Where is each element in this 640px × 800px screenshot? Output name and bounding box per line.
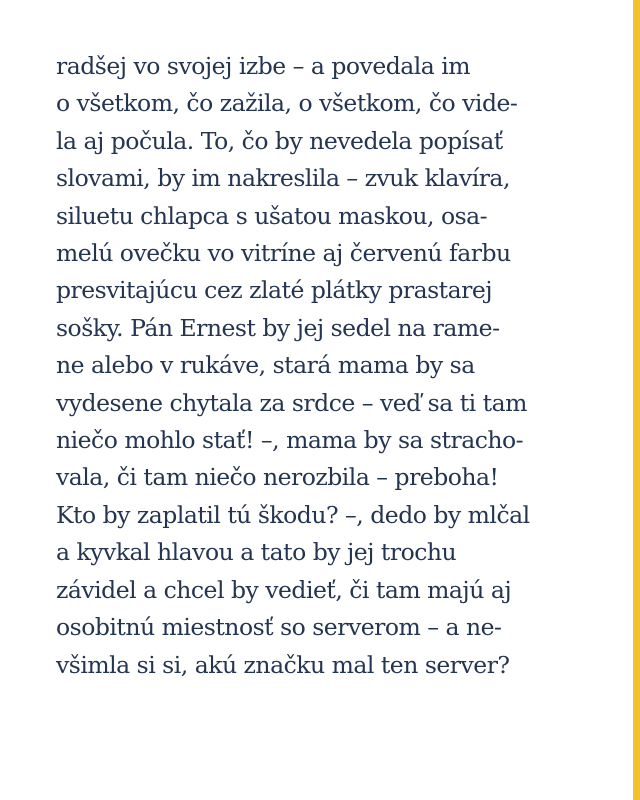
text-line: osobitnú miestnosť so serverom – a ne- [56, 613, 502, 642]
text-line: melú ovečku vo vitríne aj červenú farbu [56, 239, 511, 268]
text-line: všimla si si, akú značku mal ten server? [56, 650, 510, 679]
text-line: o všetkom, čo zažila, o všetkom, čo vide- [56, 89, 518, 118]
text-line: niečo mohlo stať! –, mama by sa stracho- [56, 426, 524, 455]
text-line: slovami, by im nakreslila – zvuk klavíra, [56, 164, 510, 193]
text-line: závidel a chcel by vedieť, či tam majú aj [56, 575, 512, 604]
text-line: vydesene chytala za srdce – veď sa ti tam [56, 388, 527, 417]
body-text [56, 48, 616, 684]
text-line: siluetu chlapca s ušatou maskou, osa- [56, 201, 488, 230]
text-line: ne alebo v rukáve, stará mama by sa [56, 351, 475, 380]
text-line: sošky. Pán Ernest by jej sedel na rame- [56, 313, 500, 342]
text-line: radšej vo svojej izbe – a povedala im [56, 52, 471, 80]
text-line: la aj počula. To, čo by nevedela popísať [56, 126, 503, 155]
page-edge-accent [633, 0, 640, 800]
text-line: Kto by zaplatil tú škodu? –, dedo by mlčal [56, 500, 530, 529]
text-line: a kyvkal hlavou a tato by jej trochu [56, 538, 457, 567]
text-line: vala, či tam niečo nerozbila – preboha! [56, 463, 499, 492]
text-line: presvitajúcu cez zlaté plátky prastarej [56, 276, 493, 305]
